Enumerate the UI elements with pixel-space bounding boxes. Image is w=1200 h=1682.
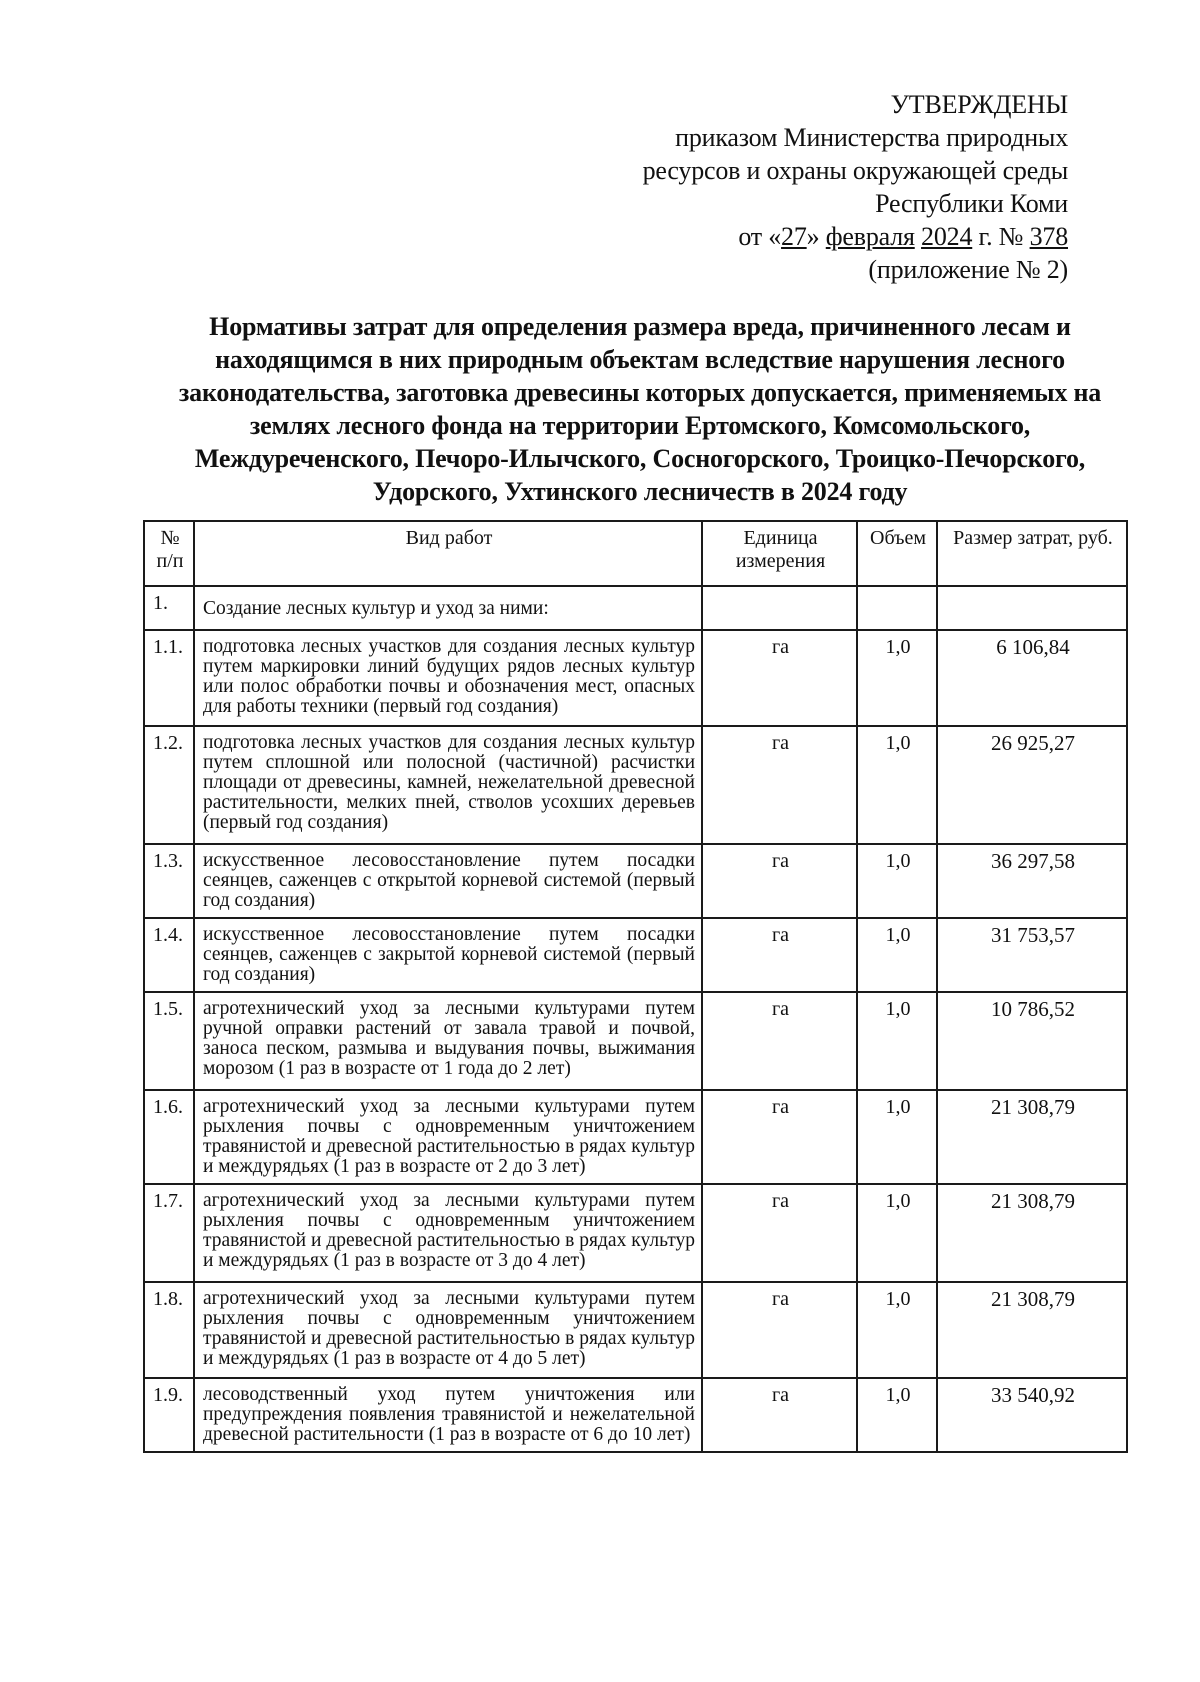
row-volume: 1,0	[857, 1378, 937, 1452]
row-unit: га	[702, 1184, 857, 1282]
document-title: Нормативы затрат для определения размера вреда, причиненного лесам и находящимся в них природным объектам вследствие нарушения лесного законодательства, заготовка древесины которых допускается, применяемых на землях лесного фонда на территории Ертомского, Комсомольского, Междуреченского, Печоро-Илычского, Сосногорского, Троицко-Печорского, Удорского, Ухтинского лесничеств в 2024 году	[178, 312, 1102, 506]
header-num: № п/п	[144, 521, 194, 586]
row-cost: 10 786,52	[937, 992, 1127, 1090]
row-num: 1.5.	[144, 992, 194, 1090]
order-number: 378	[1029, 222, 1068, 251]
empty-cell	[702, 586, 857, 630]
row-work: подготовка лесных участков для создания лесных культур путем сплошной или полосной (частичной) расчистки площади от древесины, камней, нежелательной древесной растительности, мелких пней, стволов усохших деревьев (первый год создания)	[194, 726, 702, 844]
row-work: лесоводственный уход путем уничтожения или предупреждения появления травянистой и нежелательной древесной растительности (1 раз в возрасте от 6 до 10 лет)	[194, 1378, 702, 1452]
row-cost: 33 540,92	[937, 1378, 1127, 1452]
empty-cell	[857, 586, 937, 630]
row-volume: 1,0	[857, 992, 937, 1090]
row-unit: га	[702, 992, 857, 1090]
row-work: искусственное лесовосстановление путем посадки сеянцев, саженцев с закрытой корневой системой (первый год создания)	[194, 918, 702, 992]
norms-table	[143, 520, 1128, 1453]
row-unit: га	[702, 918, 857, 992]
approval-line: ресурсов и охраны окружающей среды	[642, 156, 1068, 185]
table-row	[144, 1184, 1127, 1282]
approval-date	[643, 220, 1068, 253]
row-volume: 1,0	[857, 1282, 937, 1378]
date-day: 27	[781, 222, 807, 251]
row-cost: 21 308,79	[937, 1090, 1127, 1184]
header-cost: Размер затрат, руб.	[937, 521, 1127, 586]
section-title: Создание лесных культур и уход за ними:	[194, 586, 702, 630]
row-volume: 1,0	[857, 726, 937, 844]
row-unit: га	[702, 726, 857, 844]
table-row	[144, 1090, 1127, 1184]
table-row	[144, 992, 1127, 1090]
table-row	[144, 918, 1127, 992]
row-unit: га	[702, 630, 857, 726]
row-volume: 1,0	[857, 1184, 937, 1282]
approval-line: Республики Коми	[875, 189, 1068, 218]
table-row	[144, 630, 1127, 726]
section-num: 1.	[144, 586, 194, 630]
table-row	[144, 726, 1127, 844]
row-num: 1.9.	[144, 1378, 194, 1452]
row-num: 1.4.	[144, 918, 194, 992]
date-prefix: от «	[738, 222, 782, 251]
row-cost: 21 308,79	[937, 1282, 1127, 1378]
row-volume: 1,0	[857, 1090, 937, 1184]
empty-cell	[937, 586, 1127, 630]
row-unit: га	[702, 844, 857, 918]
table-row	[144, 1378, 1127, 1452]
row-volume: 1,0	[857, 844, 937, 918]
row-cost: 36 297,58	[937, 844, 1127, 918]
row-cost: 31 753,57	[937, 918, 1127, 992]
row-work: агротехнический уход за лесными культурами путем рыхления почвы с одновременным уничтожением травянистой и древесной растительностью в рядах культур и междурядьях (1 раз в возрасте от 3 до 4 лет)	[194, 1184, 702, 1282]
row-num: 1.7.	[144, 1184, 194, 1282]
appendix-label: (приложение № 2)	[868, 255, 1068, 284]
table-row	[144, 1282, 1127, 1378]
approval-line: приказом Министерства природных	[675, 123, 1068, 152]
approval-heading: УТВЕРЖДЕНЫ	[890, 90, 1068, 119]
row-work: подготовка лесных участков для создания лесных культур путем маркировки линий будущих рядов лесных культур или полос обработки почвы и обозначения мест, опасных для работы техники (первый год создания)	[194, 630, 702, 726]
table-header-row	[144, 521, 1127, 586]
row-num: 1.3.	[144, 844, 194, 918]
row-num: 1.6.	[144, 1090, 194, 1184]
header-work: Вид работ	[194, 521, 702, 586]
row-volume: 1,0	[857, 918, 937, 992]
approval-block	[643, 88, 1068, 286]
row-num: 1.2.	[144, 726, 194, 844]
header-unit: Единица измерения	[702, 521, 857, 586]
row-unit: га	[702, 1282, 857, 1378]
row-num: 1.8.	[144, 1282, 194, 1378]
date-sep: »	[806, 222, 826, 251]
row-volume: 1,0	[857, 630, 937, 726]
row-work: искусственное лесовосстановление путем посадки сеянцев, саженцев с открытой корневой системой (первый год создания)	[194, 844, 702, 918]
table-row	[144, 844, 1127, 918]
date-year: 2024	[921, 222, 973, 251]
row-cost: 21 308,79	[937, 1184, 1127, 1282]
row-cost: 6 106,84	[937, 630, 1127, 726]
row-work: агротехнический уход за лесными культурами путем ручной оправки растений от завала травой и почвой, заноса песком, размыва и выдувания почвы, выжимания морозом (1 раз в возрасте от 1 года до 2 лет)	[194, 992, 702, 1090]
row-work: агротехнический уход за лесными культурами путем рыхления почвы с одновременным уничтожением травянистой и древесной растительностью в рядах культур и междурядьях (1 раз в возрасте от 2 до 3 лет)	[194, 1090, 702, 1184]
row-unit: га	[702, 1378, 857, 1452]
date-sep: г. №	[972, 222, 1030, 251]
date-month: февраля	[825, 222, 915, 251]
row-num: 1.1.	[144, 630, 194, 726]
row-unit: га	[702, 1090, 857, 1184]
header-volume: Объем	[857, 521, 937, 586]
section-row	[144, 586, 1127, 630]
row-work: агротехнический уход за лесными культурами путем рыхления почвы с одновременным уничтожением травянистой и древесной растительностью в рядах культур и междурядьях (1 раз в возрасте от 4 до 5 лет)	[194, 1282, 702, 1378]
row-cost: 26 925,27	[937, 726, 1127, 844]
